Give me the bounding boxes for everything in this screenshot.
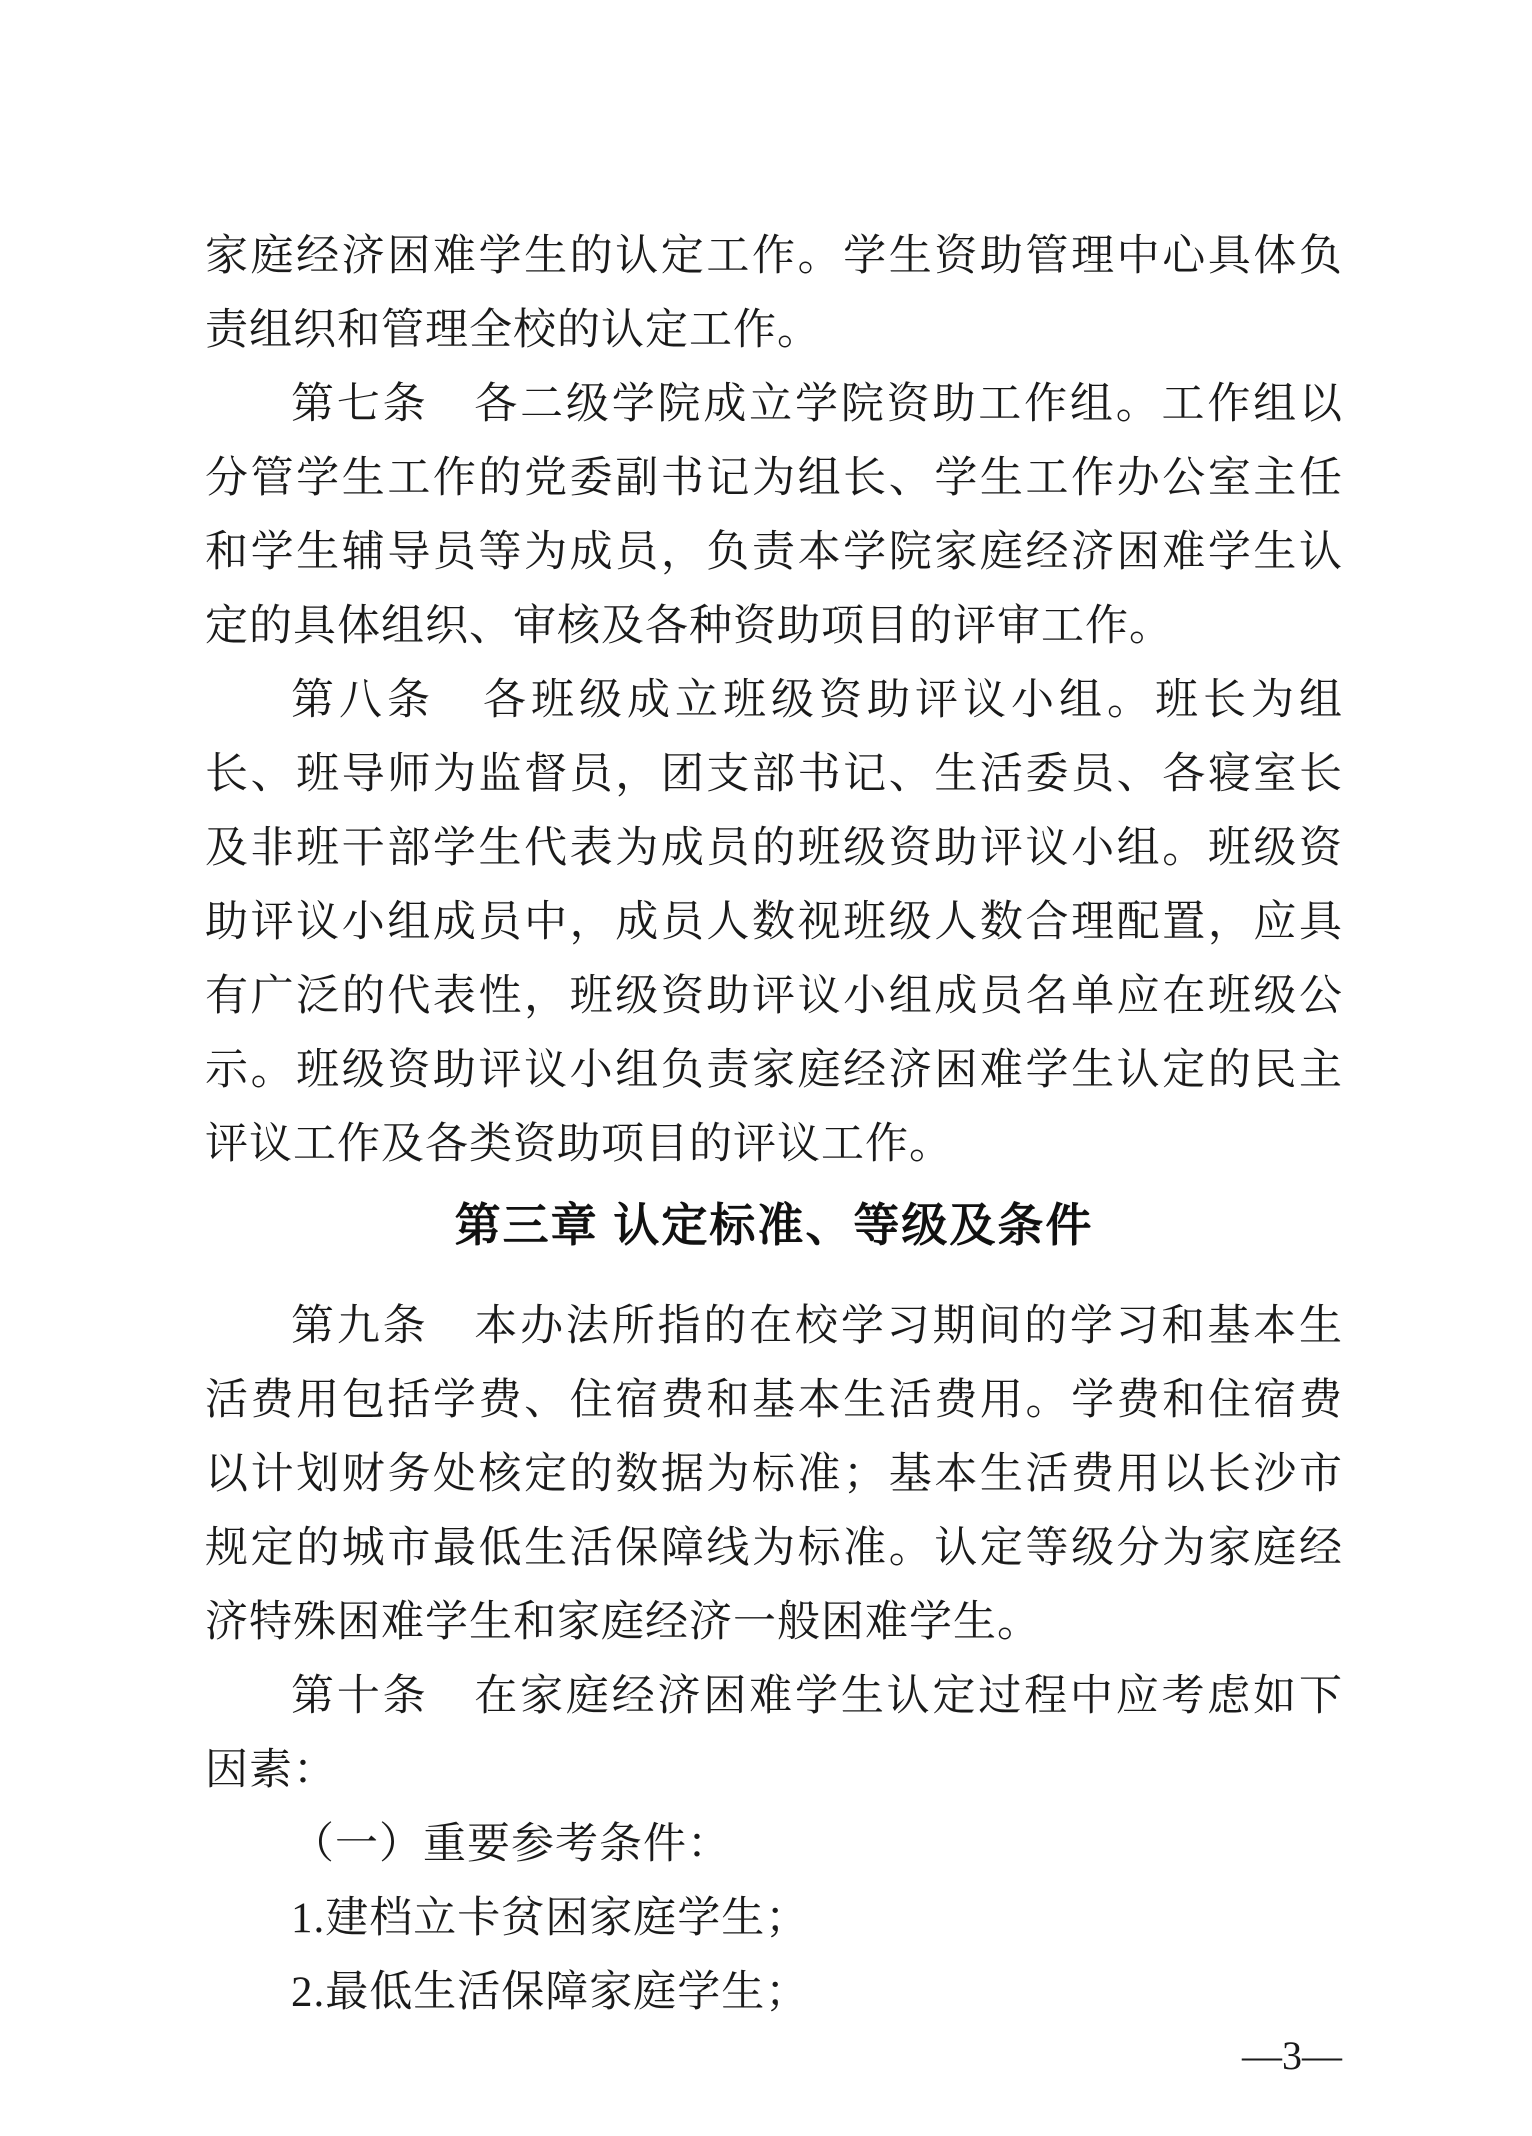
chapter-3-heading: 第三章 认定标准、等级及条件 [454, 1199, 1094, 1251]
paragraph-article-7: 第七条 各二级学院成立学院资助工作组。工作组以分管学生工作的党委副书记为组长、学生工作办公室主任和学生辅导员等为成员，负责本学院家庭经济困难学生认定的具体组织、审核及各种资助项目的评审工作。 [205, 381, 1343, 650]
paragraph-article-10: 第十条 在家庭经济困难学生认定过程中应考虑如下因素： [205, 1673, 1343, 1794]
paragraph-article-9: 第九条 本办法所指的在校学习期间的学习和基本生活费用包括学费、住宿费和基本生活费用。学费和住宿费以计划财务处核定的数据为标准；基本生活费用以长沙市规定的城市最低生活保障线为标准。认定等级分为家庭经济特殊困难学生和家庭经济一般困难学生。 [205, 1303, 1343, 1646]
paragraph-article-8: 第八条 各班级成立班级资助评议小组。班长为组长、班导师为监督员，团支部书记、生活委员、各寝室长及非班干部学生代表为成员的班级资助评议小组。班级资助评议小组成员中，成员人数视班级人数合理配置，应具有广泛的代表性，班级资助评议小组成员名单应在班级公示。班级资助评议小组负责家庭经济困难学生认定的民主评议工作及各类资助项目的评议工作。 [205, 677, 1343, 1168]
list-heading-important-criteria: （一）重要参考条件： [291, 1821, 731, 1868]
document-body [205, 220, 1343, 2030]
list-item-poverty-registered-family: 1.建档立卡贫困家庭学生； [291, 1895, 810, 1942]
paragraph-continuation: 家庭经济困难学生的认定工作。学生资助管理中心具体负责组织和管理全校的认定工作。 [205, 233, 1343, 354]
page-number: —3— [1242, 2033, 1342, 2078]
list-item-minimum-living-allowance-family: 2.最低生活保障家庭学生； [291, 1969, 810, 2016]
